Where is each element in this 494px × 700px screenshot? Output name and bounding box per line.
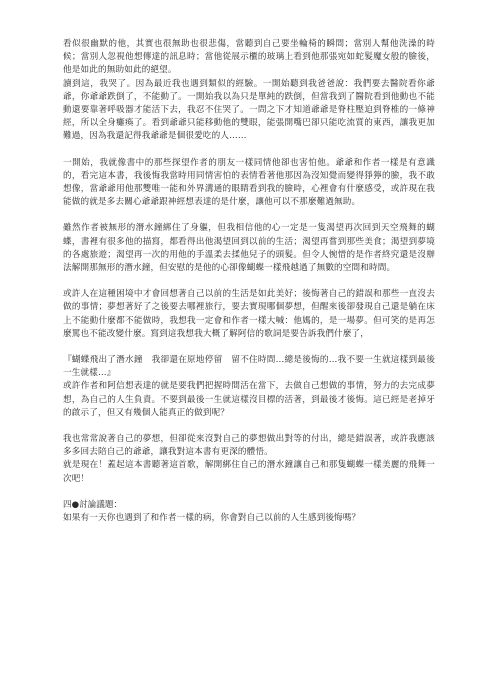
- paragraph-gap: [63, 486, 435, 499]
- paragraph-2: 讀到這，我哭了。因為最近我也遇到類似的經驗。一開始聽到我爸爸說：我們要去醫院看你爺爺，你爺爺跌倒了，不能動了。一開始我以為只是單純的跌倒，但當我到了醫院看到他動也不能動還要靠著呼吸器才能活下去，我忍不住哭了。一問之下才知道爺爺是脊柱壓迫到脊椎的一條神經，所以全身癱瘓了。看到爺爺只能移動他的雙眼，能張開嘴巴卻只能吃流質的東西，讓我更加難過，因為我還記得我爺爺是個很愛吃的人……: [63, 78, 435, 142]
- paragraph-gap: [63, 420, 435, 433]
- paragraph-gap: [63, 341, 435, 354]
- paragraph-gap: [63, 209, 435, 222]
- paragraph-gap: [63, 144, 435, 157]
- discussion-question: 如果有一天你也遇到了和作者一樣的病，你會對自己以前的人生感到後悔嗎？: [63, 513, 361, 524]
- paragraph-3: 一開始，我就像書中的那些探望作者的朋友一樣同情他卻也害怕他。爺爺和作者一樣是有意識的，看完這本書，我後悔我當時用同情害怕的表情看著他那因為沒知覺而變得猙獰的臉，我不敢想像，當爺爺用他那雙唯一能和外界溝通的眼睛看到我的臉時，心裡會有什麼感受，或許現在我能做的就是多去關心爺爺跟神經想表達的是什麼，讓他可以不那麼難過無助。: [63, 157, 435, 208]
- paragraph-1: 看似很幽默的他，其實也很無助也很悲傷，當聽到自己要坐輪椅的瞬間；當別人幫他洗澡的時候；當別人忽視他想傳達的訊息時；當他從展示櫃的玻璃上看到他那張宛如蛇髮魔女般的臉後，他是如此的無助如此的絕望。: [63, 39, 435, 76]
- paragraph-4: 雖然作者被無形的潛水鐘綁住了身軀，但我相信他的心一定是一隻渴望再次回到天空飛舞的蝴蝶，書裡有很多他的描寫，都看得出他渴望回到以前的生活；渴望再嘗到那些美食；渴望到夢境的各處旅遊；渴望再一次的用他的手溫柔去揉他兒子的頭髮。但令人惋惜的是作者終究還是沒辦法解開那無形的潛水鐘，但安慰的是他的心卻像蝴蝶一樣飛越過了無數的空間和時間。: [63, 223, 435, 274]
- discussion-heading: 四●討論議題：: [63, 499, 123, 510]
- paragraph-7: 我也常常說著自己的夢想，但卻從來沒對自己的夢想做出對等的付出，總是錯誤著，或許我應該多多回去陪自己的爺爺，讓我對這本書有更深的體悟。 就是現在！蓋起這本書聽著這首歌，解開綁住自己的潛水鐘讓自己和那隻蝴蝶一樣美麗的飛舞一次吧！: [63, 434, 435, 484]
- paragraph-gap: [63, 275, 435, 288]
- document-body: [63, 38, 435, 525]
- paragraph-5: 或許人在這種困境中才會回想著自己以前的生活是如此美好；後悔著自己的錯誤和那些一直沒去做的事情；夢想著好了之後要去哪裡旅行，要去實現哪個夢想，但醒來後卻發現自己還是躺在床上不能動什麼都不能做時，我想我一定會和作者一樣大喊：他媽的，是一場夢。但可笑的是再怎麼罵也不能改變什麼。寫到這我想我大概了解阿信的歌詞是要告訴我們什麼了，: [63, 289, 435, 339]
- paragraph-6: 『蝴蝶飛出了潛水鐘 我卻還在原地停留 留不住時間…總是後悔的…我不要一生就這樣到最後一生就樣…』 或許作者和阿信想表達的就是要我們把握時間活在當下，去做自己想做的事情，努力的去完成夢想，為自己的人生負責。不要到最後一生就這樣沒目標的活著，到最後才後悔。這已經是老掉牙的啟示了，但又有幾個人能真正的做到呢？: [63, 355, 435, 418]
